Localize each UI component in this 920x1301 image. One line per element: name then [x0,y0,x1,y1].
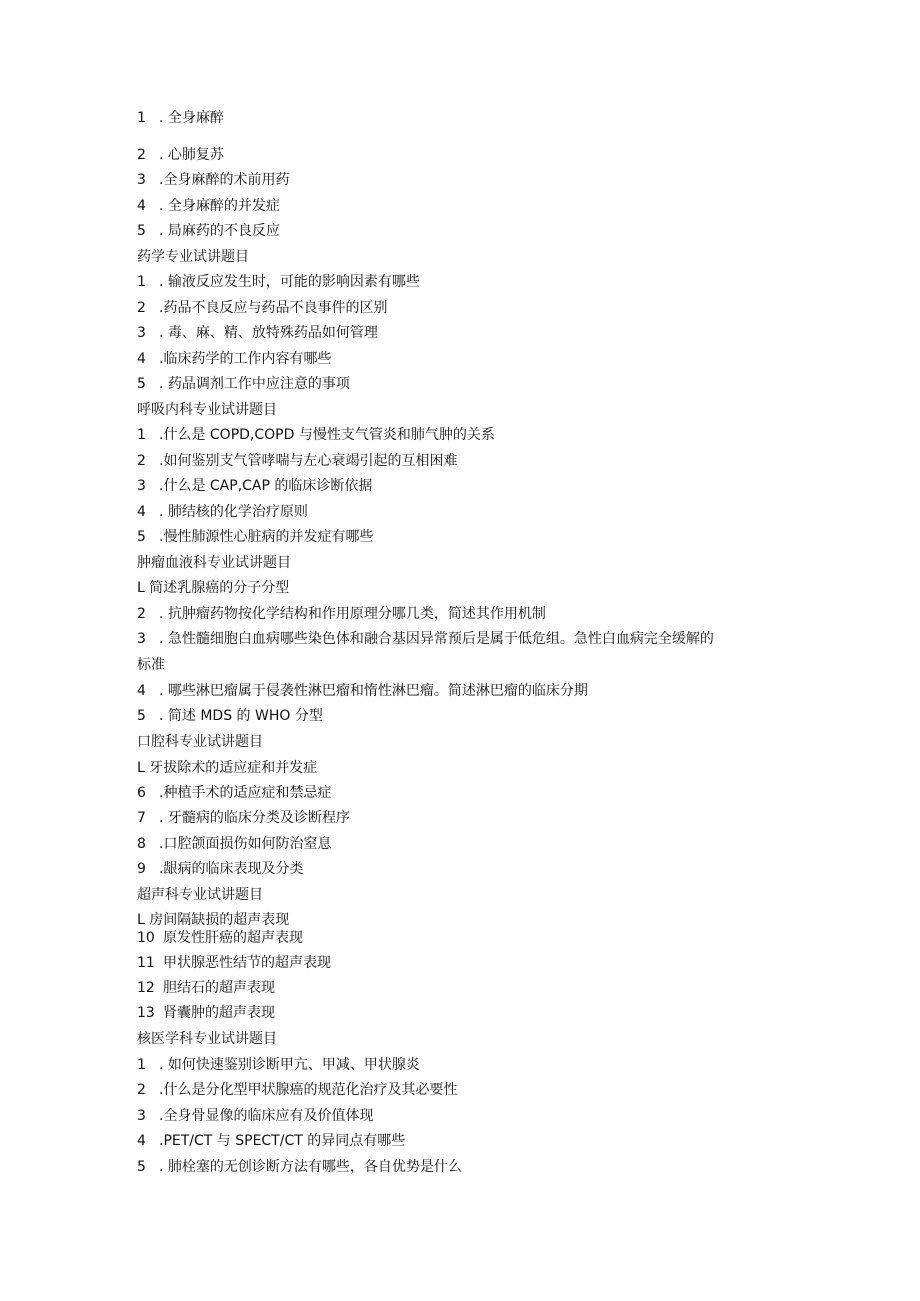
numbered-item [137,527,373,547]
numbered-item [137,298,387,318]
numbered-item [137,1131,405,1151]
item-number: 5 [137,376,146,392]
numbered-item [137,808,350,828]
item-text: .龈病的临床表现及分类 [159,861,304,877]
item-number: 8 [137,836,146,852]
item-text: . 哪些淋巴瘤属于侵袭性淋巴瘤和惰性淋巴瘤。简述淋巴瘤的临床分期 [159,683,588,699]
item-number: 5 [137,529,146,545]
item-text: 肿瘤血液科专业试讲题目 [137,555,291,571]
numbered-item [137,1157,462,1177]
item-number: 3 [137,631,146,647]
item-number: 1 [137,274,146,290]
item-text: 药学专业试讲题目 [137,249,249,265]
item-text: . 肺栓塞的无创诊断方法有哪些，各自优势是什么 [159,1159,462,1175]
item-number: 2 [137,147,146,163]
item-text: . 急性髓细胞白血病哪些染色体和融合基因异常预后是属于低危组。急性白血病完全缓解的 [159,631,714,647]
item-text: 甲状腺恶性结节的超声表现 [163,955,331,971]
item-text: . 牙髓病的临床分类及诊断程序 [159,810,350,826]
item-text: 原发性肝癌的超声表现 [163,930,303,946]
item-text: . 如何快速鉴别诊断甲亢、甲减、甲状腺炎 [159,1057,420,1073]
numbered-item [137,928,303,948]
item-number: 10 [137,930,155,946]
numbered-item [137,1080,457,1100]
item-text: 呼吸内科专业试讲题目 [137,402,277,418]
numbered-item [137,681,588,701]
item-number: 4 [137,198,146,214]
item-text: .慢性肺源性心脏病的并发症有哪些 [159,529,374,545]
item-text: . 全身麻醉 [159,110,224,126]
item-number: 9 [137,861,146,877]
item-text: 口腔科专业试讲题目 [137,734,263,750]
item-text: . 药品调剂工作中应注意的事项 [159,376,350,392]
numbered-item [137,323,378,343]
item-text: . 简述 MDS 的 WHO 分型 [159,708,323,724]
document-line [137,553,291,573]
document-line [137,1029,277,1049]
numbered-item [137,783,331,803]
numbered-item [137,170,289,190]
item-text: .什么是 CAP,CAP 的临床诊断依据 [159,478,373,494]
item-number: 3 [137,172,146,188]
numbered-item [137,349,331,369]
numbered-item [137,604,546,624]
numbered-item [137,834,331,854]
numbered-item [137,1055,420,1075]
item-text: .全身骨显像的临床应有及价值体现 [159,1108,374,1124]
item-number: 2 [137,606,146,622]
numbered-item [137,978,275,998]
item-text: .口腔颌面损伤如何防治窒息 [159,836,332,852]
document-line [137,655,165,675]
item-number: 6 [137,785,146,801]
item-text: . 局麻药的不良反应 [159,223,280,239]
item-number: 1 [137,110,146,126]
item-text: .药品不良反应与药品不良事件的区别 [159,300,388,316]
numbered-item [137,374,350,394]
item-text: . 输液反应发生时，可能的影响因素有哪些 [159,274,420,290]
numbered-item [137,953,331,973]
item-number: 4 [137,351,146,367]
numbered-item [137,196,280,216]
item-text: 标准 [137,657,165,673]
item-text: . 全身麻醉的并发症 [159,198,280,214]
item-number: 3 [137,325,146,341]
item-text: .如何鉴别支气管哮喘与左心衰竭引起的互相困难 [159,453,458,469]
item-text: .什么是 COPD,COPD 与慢性支气管炎和肺气肿的关系 [159,427,495,443]
item-number: 4 [137,683,146,699]
item-number: 13 [137,1005,155,1021]
document-line [137,400,277,420]
numbered-item [137,502,308,522]
item-text: .种植手术的适应症和禁忌症 [159,785,332,801]
document-line [137,578,289,598]
item-text: .全身麻醉的术前用药 [159,172,290,188]
numbered-item [137,272,420,292]
item-number: 5 [137,708,146,724]
item-number: 2 [137,453,146,469]
item-text: L 房间隔缺损的超声表现 [137,912,290,928]
item-number: 3 [137,478,146,494]
item-text: . 肺结核的化学治疗原则 [159,504,308,520]
item-number: 1 [137,1057,146,1073]
document-line [137,732,263,752]
numbered-item [137,1003,275,1023]
numbered-item [137,221,280,241]
document-line [137,885,263,905]
item-text: . 抗肿瘤药物按化学结构和作用原理分哪几类，简述其作用机制 [159,606,546,622]
document-line [137,247,249,267]
document-line [137,758,317,778]
numbered-item [137,451,457,471]
document-line [137,910,289,930]
item-number: 12 [137,980,155,996]
item-text: L 简述乳腺癌的分子分型 [137,580,290,596]
item-number: 4 [137,1133,146,1149]
numbered-item [137,1106,373,1126]
item-number: 2 [137,1082,146,1098]
numbered-item [137,706,323,726]
item-text: .PET/CT 与 SPECT/CT 的异同点有哪些 [159,1133,406,1149]
numbered-item [137,859,303,879]
item-text: L 牙拔除术的适应症和并发症 [137,760,318,776]
numbered-item [137,145,224,165]
item-text: .什么是分化型甲状腺癌的规范化治疗及其必要性 [159,1082,458,1098]
numbered-item [137,476,372,496]
numbered-item [137,425,495,445]
item-number: 3 [137,1108,146,1124]
item-number: 1 [137,427,146,443]
item-text: 超声科专业试讲题目 [137,887,263,903]
item-number: 5 [137,1159,146,1175]
item-number: 7 [137,810,146,826]
item-text: .临床药学的工作内容有哪些 [159,351,332,367]
item-text: 肾囊肿的超声表现 [163,1005,275,1021]
item-text: 胆结石的超声表现 [163,980,275,996]
item-text: 核医学科专业试讲题目 [137,1031,277,1047]
item-number: 5 [137,223,146,239]
item-number: 4 [137,504,146,520]
item-number: 2 [137,300,146,316]
numbered-item [137,629,714,649]
item-text: . 心肺复苏 [159,147,224,163]
item-text: . 毒、麻、精、放特殊药品如何管理 [159,325,378,341]
numbered-item [137,108,224,128]
item-number: 11 [137,955,155,971]
